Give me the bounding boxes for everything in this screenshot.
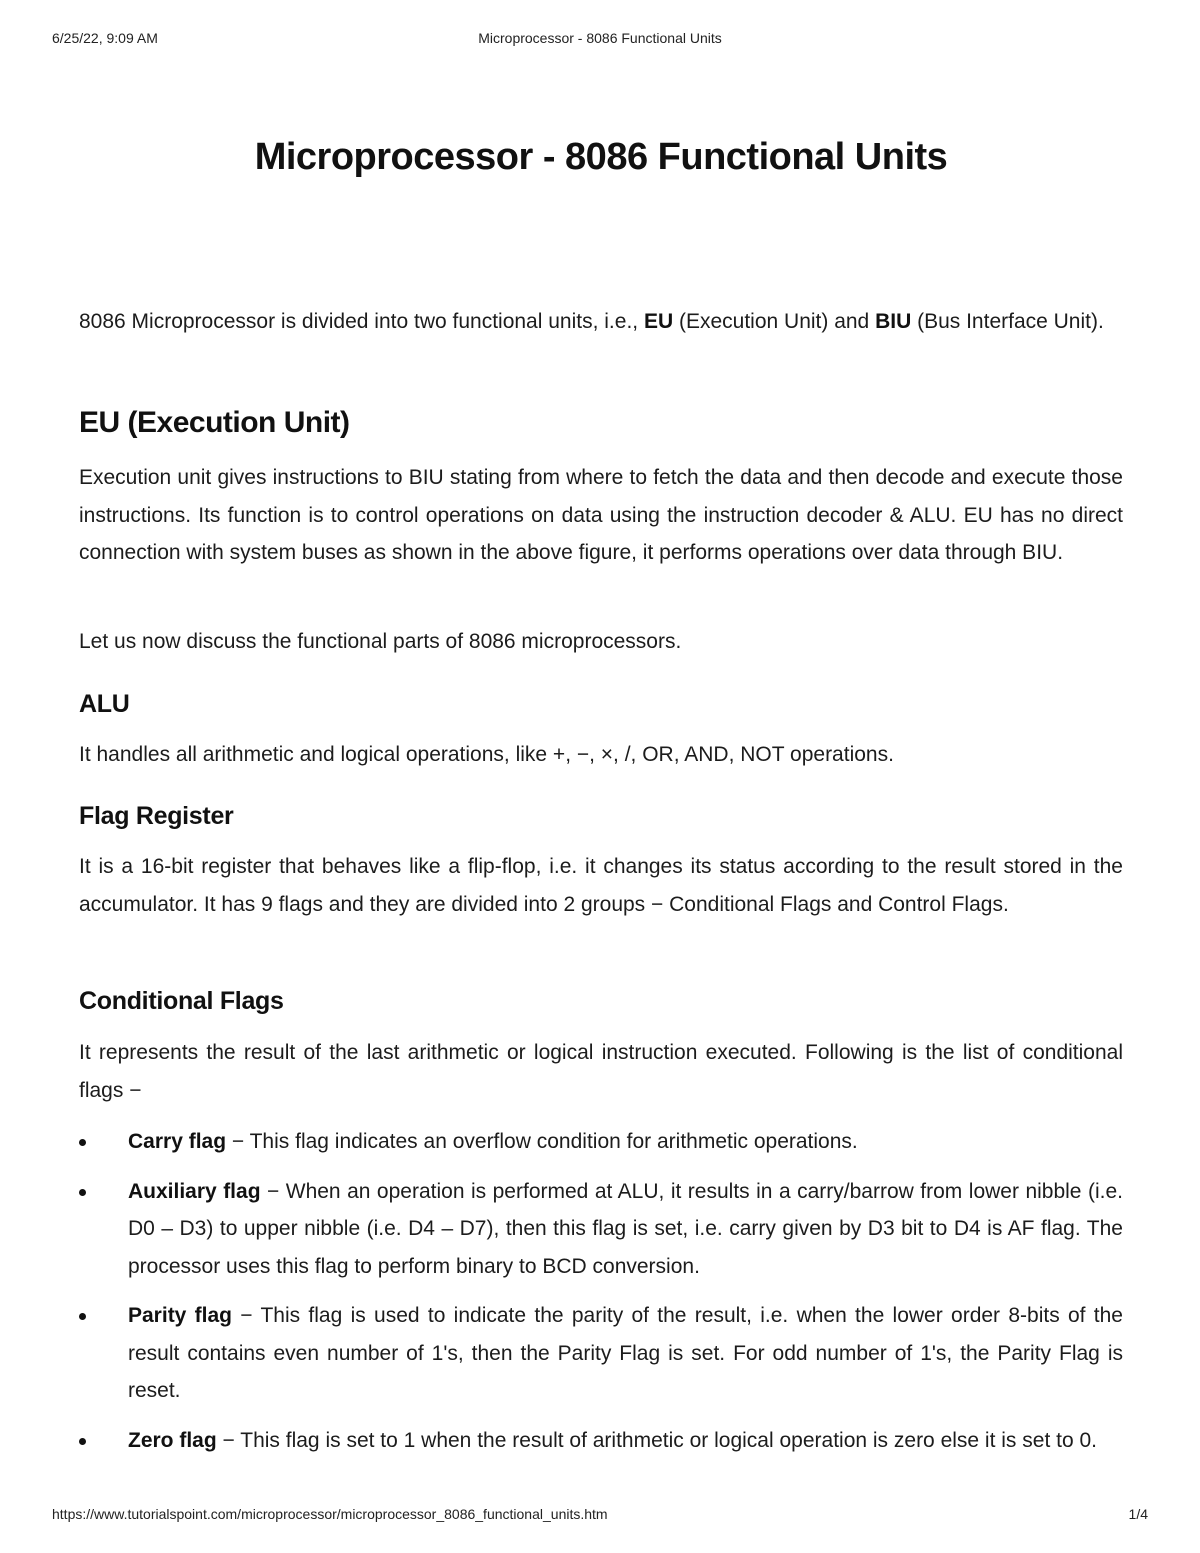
- list-item-parity-flag: [79, 1297, 1123, 1410]
- flag-register-paragraph: It is a 16-bit register that behaves like a flip-flop, i.e. it changes its status according to the result stored in the accumulator. It has 9 flags and they are divided into 2 groups − Conditional Flags and Control Flags.: [79, 855, 1123, 916]
- print-header: [52, 30, 1148, 48]
- list-item-auxiliary-flag: [79, 1173, 1123, 1286]
- flag-term: Zero flag: [128, 1428, 217, 1452]
- print-page-number: 1/4: [1128, 1506, 1148, 1522]
- list-item-carry-flag: [79, 1123, 1123, 1161]
- intro-text-1: 8086 Microprocessor is divided into two functional units, i.e.,: [79, 310, 644, 333]
- list-item-zero-flag: [79, 1422, 1123, 1460]
- eu-heading-block: [79, 406, 1123, 440]
- eu-paragraph2-block: [79, 623, 1123, 661]
- flag-register-heading-block: [79, 802, 1123, 831]
- intro-text-3: (Bus Interface Unit).: [911, 310, 1104, 333]
- flag-description: − When an operation is performed at ALU, it results in a carry/barrow from lower nibble (i.e. D0 – D3) to upper nibble (i.e. D4 – D7), then this flag is set, i.e. carry given by D3 bit to D4 is AF flag. The processor uses this flag to perform binary to BCD conversion.: [128, 1179, 1123, 1278]
- bullet-icon: [79, 1438, 86, 1445]
- conditional-flags-paragraph: It represents the result of the last arithmetic or logical instruction executed. Following is the list of conditional flags −: [79, 1041, 1123, 1102]
- conditional-flags-list: [79, 1123, 1123, 1471]
- conditional-flags-heading: Conditional Flags: [79, 987, 284, 1015]
- flag-term: Carry flag: [128, 1130, 227, 1153]
- eu-paragraph-block: [79, 459, 1123, 572]
- print-doc-title: Microprocessor - 8086 Functional Units: [478, 30, 722, 46]
- eu-section-heading: EU (Execution Unit): [79, 406, 350, 439]
- flag-description: − This flag is set to 1 when the result of arithmetic or logical operation is zero else it is set to 0.: [216, 1428, 1097, 1452]
- intro-eu-term: EU: [643, 310, 674, 333]
- alu-heading: ALU: [79, 690, 130, 718]
- bullet-icon: [79, 1313, 86, 1320]
- bullet-icon: [79, 1139, 86, 1146]
- intro-paragraph: [79, 303, 1123, 341]
- alu-paragraph: It handles all arithmetic and logical operations, like +, −, ×, /, OR, AND, NOT operations.: [79, 743, 894, 766]
- page-title: Microprocessor - 8086 Functional Units: [254, 136, 948, 178]
- intro-text-2: (Execution Unit) and: [673, 310, 876, 333]
- print-footer: [52, 1506, 1148, 1524]
- intro-block: [79, 303, 1123, 341]
- conditional-flags-paragraph-block: [79, 1034, 1123, 1109]
- flag-description: − This flag is used to indicate the parity of the result, i.e. when the lower order 8-bits of the result contains even number of 1's, then the Parity Flag is set. For odd number of 1's, the Parity Flag is reset.: [128, 1304, 1123, 1402]
- alu-paragraph-block: [79, 736, 1123, 774]
- print-url: https://www.tutorialspoint.com/microprocessor/microprocessor_8086_functional_units.htm: [52, 1506, 608, 1522]
- conditional-flags-heading-block: [79, 987, 1123, 1016]
- alu-heading-block: [79, 690, 1123, 719]
- eu-paragraph: Execution unit gives instructions to BIU stating from where to fetch the data and then decode and execute those instructions. Its function is to control operations on data using the instruction decoder & ALU. EU has no direct connection with system buses as shown in the above figure, it performs operations over data through BIU.: [79, 466, 1123, 564]
- flag-register-heading: Flag Register: [79, 802, 234, 830]
- eu-paragraph-2: Let us now discuss the functional parts of 8086 microprocessors.: [79, 630, 682, 653]
- flag-term: Parity flag: [128, 1304, 232, 1327]
- bullet-icon: [79, 1189, 86, 1196]
- flag-term: Auxiliary flag: [128, 1179, 261, 1203]
- flag-register-paragraph-block: [79, 848, 1123, 923]
- print-date: 6/25/22, 9:09 AM: [52, 30, 158, 46]
- intro-biu-term: BIU: [875, 310, 912, 333]
- flag-description: − This flag indicates an overflow condition for arithmetic operations.: [226, 1130, 858, 1153]
